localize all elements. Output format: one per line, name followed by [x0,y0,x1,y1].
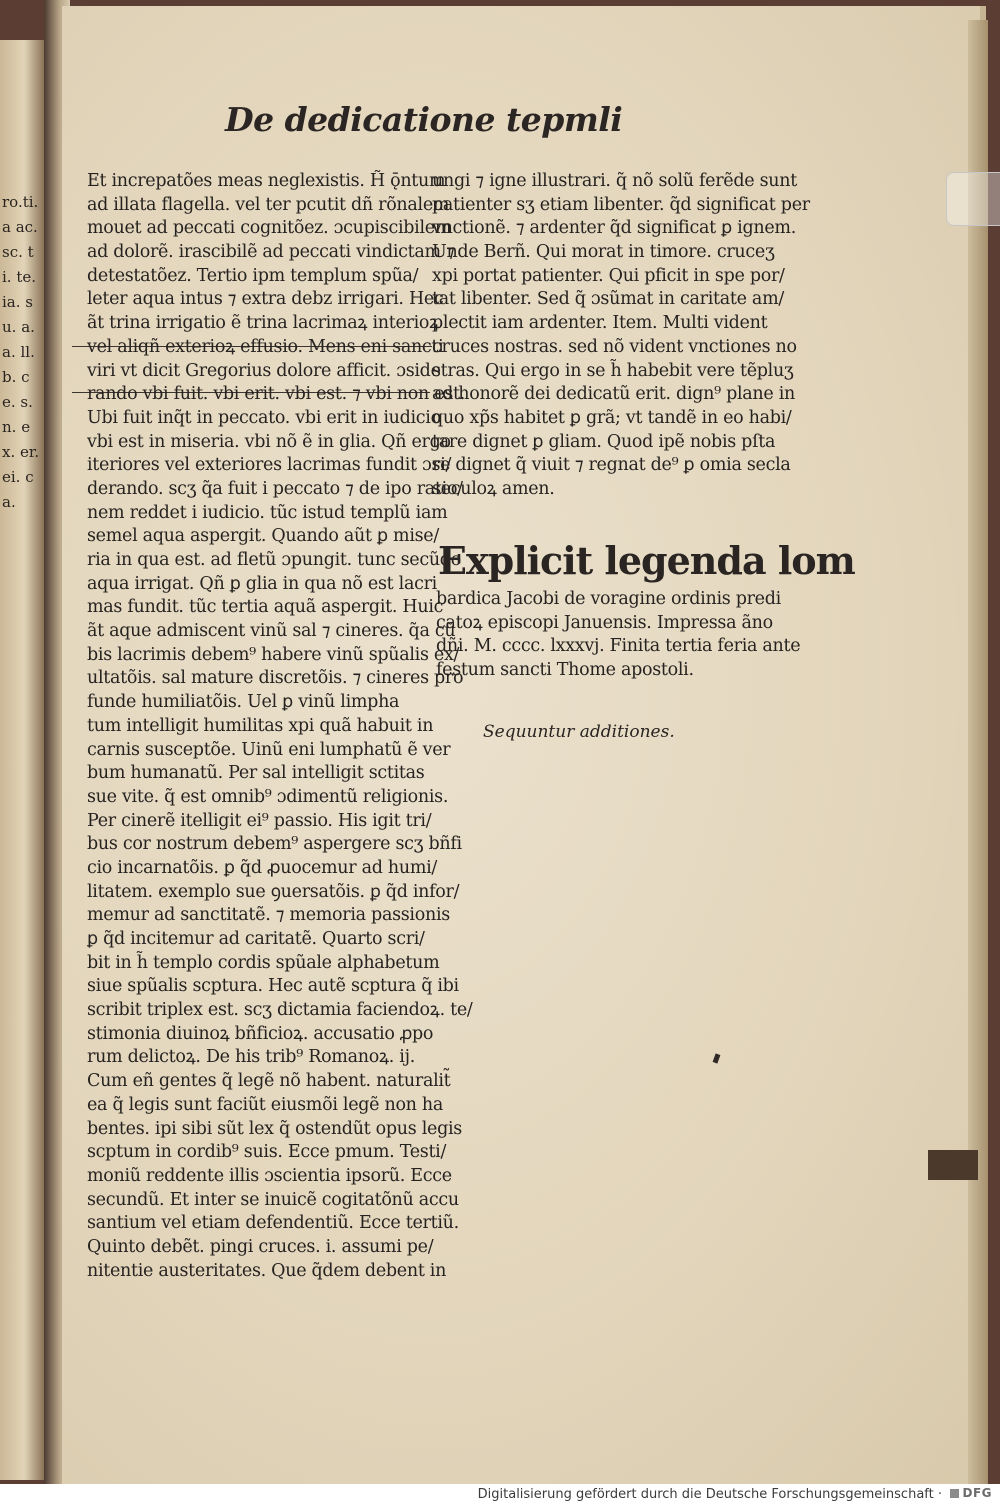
text-line: ad dolorẽ. irascibilẽ ad peccati vindictam ⁊ [87,242,455,263]
text-line: nem reddet i iudicio. tũc istud templũ iam [87,502,448,523]
text-line: bit in h̃ templo cordis spũale alphabetum [87,952,440,973]
text-line: tum intelligit humilitas xpi quã habuit in [87,715,434,736]
text-line: bus cor nostrum debem⁹ aspergere scʒ bñfi [87,834,462,855]
text-line: quo xp̃s habitet ꝑ grã; vt tandẽ in eo habi/ [432,407,792,428]
right-text-column [432,170,810,502]
running-head: De dedicatione tepmli [225,100,623,139]
text-line: tat libenter. Sed q̃ ɔsũmat in caritate am/ [432,289,784,310]
text-line: iteriores vel exteriores lacrimas fundit ɔsi/ [87,455,452,476]
text-line: litatem. exemplo sue ꝯuersatõis. ꝑ q̃d infor/ [87,881,460,902]
text-line: Et increpatões meas neglexistis. H̃ ǭntum [87,171,446,191]
text-line: mouet ad peccati cognitõez. ɔcupiscibilem [87,218,452,239]
text-line: mas fundit. tũc tertia aquã aspergit. Huic [87,597,444,618]
text-line: tare dignet ꝑ gliam. Quod ipẽ nobis pſta [432,431,776,452]
text-line: Ubi fuit inq̃t in peccato. vbi erit in iudicio [87,407,441,428]
text-line: ungi ⁊ igne illustrari. q̃ nõ solũ ferẽde sunt [432,171,797,191]
footer-bar [0,1484,1000,1506]
text-line: vnctionẽ. ⁊ ardenter q̃d significat ꝑ ignem. [432,218,796,239]
text-line: vbi est in miseria. vbi nõ ẽ in glia. Qñ ergo [87,431,451,452]
sequuntur-line: Sequuntur additiones. [483,722,675,742]
text-line: bentes. ipi sibi sũt lex q̃ ostendũt opus legis [87,1118,462,1139]
text-line: derando. scʒ q̃a fuit i peccato ⁊ de ipo ratio/ [87,478,463,499]
text-line: Unde Berñ. Qui morat in timore. cruceʒ [432,242,775,263]
colophon [436,588,801,683]
text-line: scptum in cordib⁹ suis. Ecce pmum. Testi/ [87,1142,447,1163]
text-line: memur ad sanctitatẽ. ⁊ memoria passionis [87,905,450,926]
bookmark-tab [928,1150,978,1180]
text-line: Quinto debẽt. pingi cruces. i. assumi pe/ [87,1236,434,1257]
text-line: ultatõis. sal mature discretõis. ⁊ cineres pro [87,668,464,689]
text-line: vel aliqñ exterioꝝ effusio. Mens eni sancti [87,336,444,357]
text-line: siue spũalis scptura. Hec autẽ scptura q̃ ibi [87,976,459,997]
page-clip [946,172,1000,226]
text-line: aqua irrigat. Qñ ꝑ glia in qua nõ est lacri [87,573,437,594]
text-line: leter aqua intus ⁊ extra debz irrigari. Hec [87,289,444,310]
text-line: ꝑ q̃d incitemur ad caritatẽ. Quarto scri/ [87,929,425,949]
text-line: bum humanatũ. Per sal intelligit sctitas [87,763,425,784]
text-line: cruces nostras. sed nõ vident vnctiones no [432,336,797,357]
page-fore-edge [968,20,988,1484]
facing-page-fragments: ro.ti.a ac. sc. ti. te. ia. su. a. a. ll. b. ce. s. n. ex. er. ei. ca. [2,193,40,511]
text-line: rum delictoꝝ. De his trib⁹ Romanoꝝ. ij. [87,1047,415,1068]
text-line: Cum eñ gentes q̃ legẽ nõ habent. naturalit̃ [87,1071,451,1092]
text-line: rando vbi fuit. vbi erit. vbi est. ⁊ vbi non est. [87,384,465,405]
left-text-column [87,170,473,1283]
explicit-heading: Explicit legenda lom [438,538,855,583]
text-line: cio incarnatõis. ꝑ q̃d ꝓuocemur ad humi/ [87,857,438,878]
text-line: Per cinerẽ itelligit ei⁹ passio. His igit tri/ [87,810,432,831]
dfg-logo-icon [950,1489,959,1498]
text-line: bis lacrimis debem⁹ habere vinũ spũalis ex/ [87,644,460,665]
text-line: secundũ. Et inter se inuicẽ cogitatõnũ accu [87,1189,459,1210]
text-line: patienter sʒ etiam libenter. q̃d significat per [432,194,810,215]
text-line: scribit triplex est. scʒ dictamia faciendoꝝ. te/ [87,1000,473,1021]
text-line: ria in qua est. ad fletũ ɔpungit. tunc secũdo [87,550,461,570]
text-line: plectit iam ardenter. Item. Multi vident [432,313,768,334]
dfg-logo [950,1486,992,1500]
text-line: stimonia diuinoꝝ bñficioꝝ. accusatio ꝓpo [87,1023,434,1044]
text-line: santium vel etiam defendentiũ. Ecce tertiũ. [87,1213,459,1234]
dfg-logo-text: DFG [962,1486,992,1500]
footer-credit: Digitalisierung gefördert durch die Deutsche Forschungsgemeinschaft · [477,1487,942,1502]
text-line: nitentie austeritates. Que q̃dem debent in [87,1260,447,1281]
text-line: ad illata flagella. vel ter pcutit dñ rõnalem [87,194,450,215]
text-line: ãt aque admiscent vinũ sal ⁊ cineres. q̃a cũ [87,621,456,642]
text-line: moniũ reddente illis ɔscientia ipsorũ. Ecce [87,1165,452,1186]
text-line: ea q̃ legis sunt faciũt eiusmõi legẽ non ha [87,1094,444,1115]
text-line: detestatõez. Tertio ipm templum spũa/ [87,265,419,286]
text-line: ad honorẽ dei dedicatũ erit. dign⁹ plane in [432,384,795,405]
text-line: re dignet q̃ viuit ⁊ regnat de⁹ ꝑ omia secla [432,455,791,476]
text-line: sue vite. q̃ est omnib⁹ ɔdimentũ religionis. [87,786,449,807]
text-line: viri vt dicit Gregorius dolore afficit. ɔside [87,360,441,381]
text-line: catoꝝ episcopi Januensis. Impressa ãno [436,612,773,633]
text-line: ãt trina irrigatio ẽ trina lacrimaꝝ interioꝝ [87,313,439,334]
text-line: festum sancti Thome apostoli. [436,660,694,681]
text-line: funde humiliatõis. Uel ꝑ vinũ limpha [87,692,400,713]
text-line: seculoꝝ amen. [432,478,555,499]
text-line: dñi. M. cccc. lxxxvj. Finita tertia feria ante [436,636,801,657]
text-line: stras. Qui ergo in se h̃ habebit vere tẽpluʒ [432,360,794,381]
text-line: carnis susceptõe. Uinũ eni lumphatũ ẽ ver [87,739,451,760]
text-line: semel aqua aspergit. Quando aũt ꝑ mise/ [87,526,439,547]
facing-page-edge [0,40,44,1480]
text-line: bardica Jacobi de voragine ordinis predi [436,589,781,609]
text-line: xpi portat patienter. Qui pficit in spe por/ [432,265,785,286]
